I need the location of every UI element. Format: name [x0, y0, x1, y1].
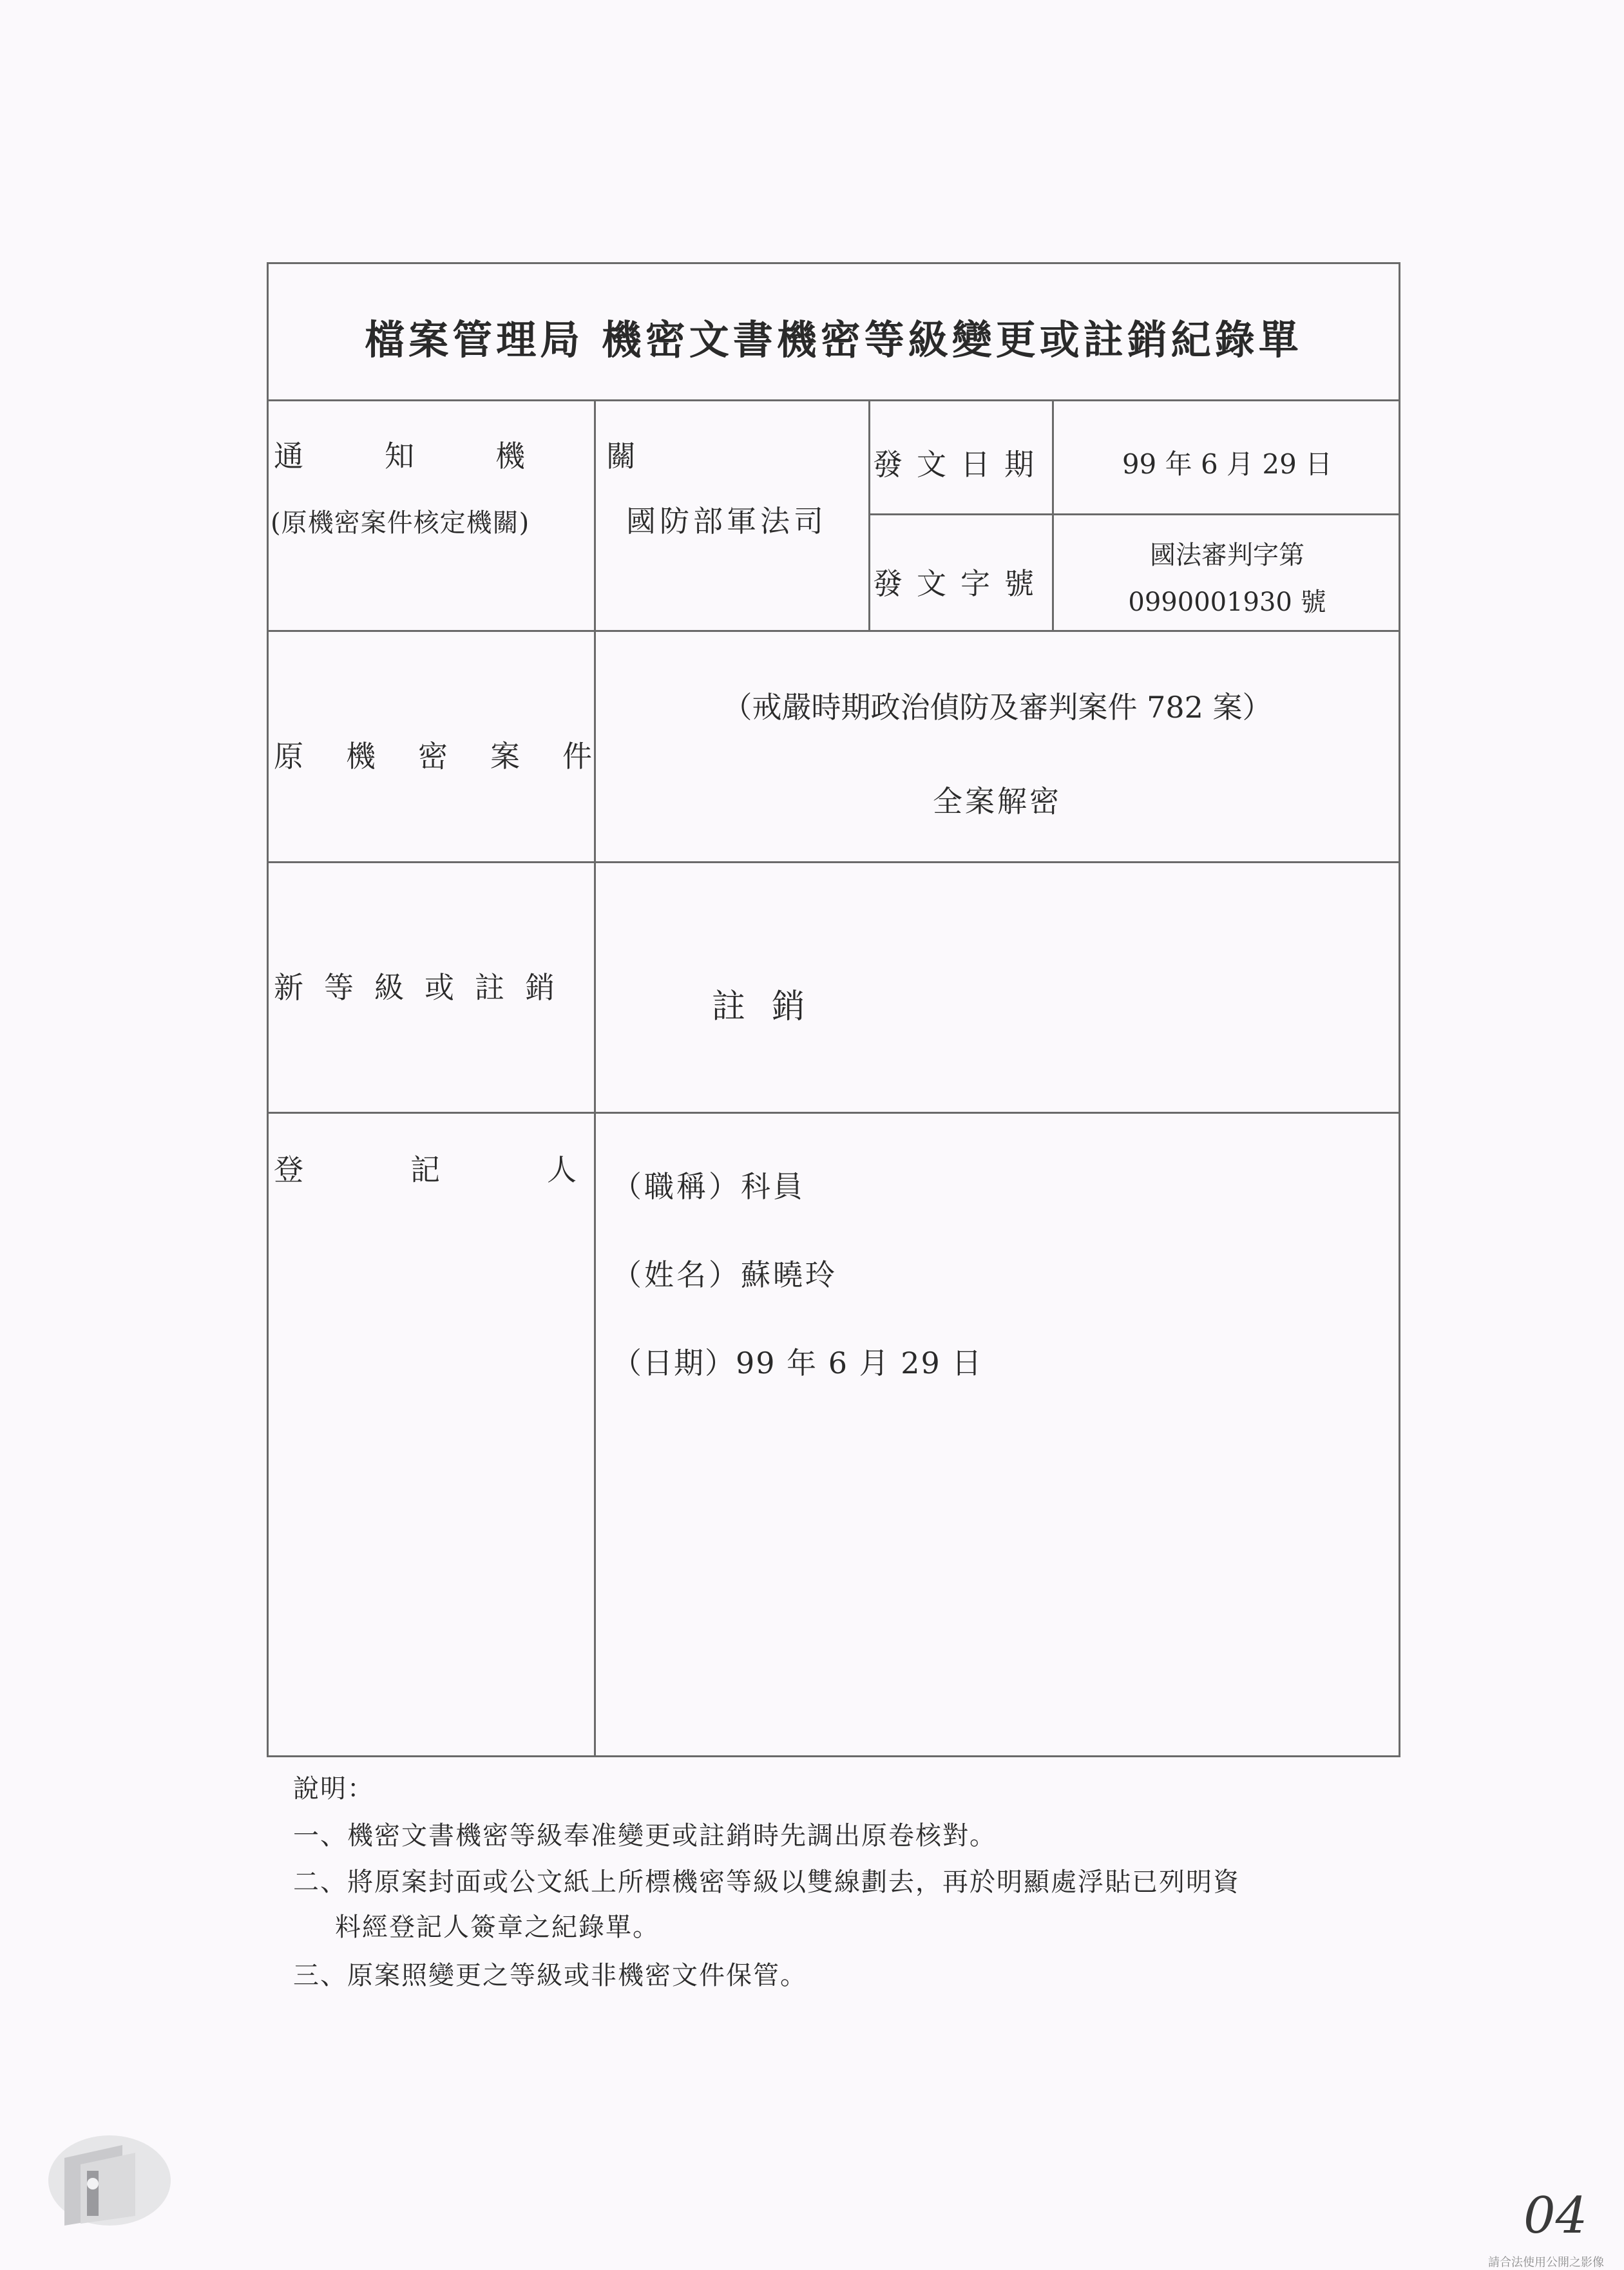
row-divider-level	[267, 1112, 1400, 1114]
table-right-border	[1399, 262, 1400, 1757]
row-divider-right-mid	[868, 513, 1400, 515]
original-case-label: 原機密案件	[274, 739, 635, 774]
label-column-divider	[594, 399, 596, 1757]
right-column-divider	[1052, 399, 1054, 631]
original-case-line2: 全案解密	[933, 784, 1062, 819]
new-level-label: 新等級或註銷	[274, 970, 575, 1005]
table-left-border	[267, 262, 269, 1757]
issue-number-line2: 0990001930 號	[1128, 587, 1326, 617]
issue-number-line1: 國法審判字第	[1150, 540, 1304, 570]
middle-column-divider	[868, 399, 870, 631]
usage-watermark: 請合法使用公開之影像	[1488, 2256, 1604, 2269]
notify-agency-label-text: 通知機關	[274, 439, 717, 473]
row-divider-case	[267, 861, 1400, 863]
notify-agency-sublabel: (原機密案件核定機關)	[271, 508, 530, 538]
table-bottom-border	[267, 1755, 1400, 1757]
issue-date-value: 99 年 6 月 29 日	[1122, 448, 1333, 480]
row-divider-title	[267, 399, 1400, 401]
table-top-border	[267, 262, 1400, 264]
registrar-label: 登記人	[274, 1152, 683, 1187]
page-number: 04	[1524, 2187, 1588, 2245]
form-title: 檔案管理局 機密文書機密等級變更或註銷紀錄單	[365, 316, 1303, 363]
registrar-date: （日期）99 年 6 月 29 日	[612, 1346, 983, 1380]
notify-agency-value: 國防部軍法司	[626, 504, 827, 539]
row-divider-agency	[267, 630, 1400, 632]
notes-item-1: 一、機密文書機密等級奉准變更或註銷時先調出原卷核對。	[293, 1821, 997, 1851]
notes-item-2-line-1: 二、將原案封面或公文紙上所標機密等級以雙線劃去，再於明顯處浮貼已列明資	[293, 1867, 1240, 1897]
original-case-line1: （戒嚴時期政治偵防及審判案件 782 案）	[722, 690, 1272, 725]
issue-number-label: 發文字號	[873, 566, 1048, 601]
registrar-name: （姓名）蘇曉玲	[612, 1257, 837, 1292]
notes-item-3: 三、原案照變更之等級或非機密文件保管。	[293, 1961, 807, 1990]
issue-date-label: 發文日期	[873, 447, 1048, 482]
notify-agency-label	[274, 433, 717, 475]
new-level-value: 註 銷	[712, 987, 813, 1026]
registrar-title: （職稱）科員	[612, 1169, 805, 1204]
archive-logo-icon	[26, 2119, 174, 2235]
notes-heading: 說明：	[293, 1774, 374, 1804]
notes-item-2-line-2: 料經登記人簽章之紀錄單。	[335, 1912, 660, 1942]
